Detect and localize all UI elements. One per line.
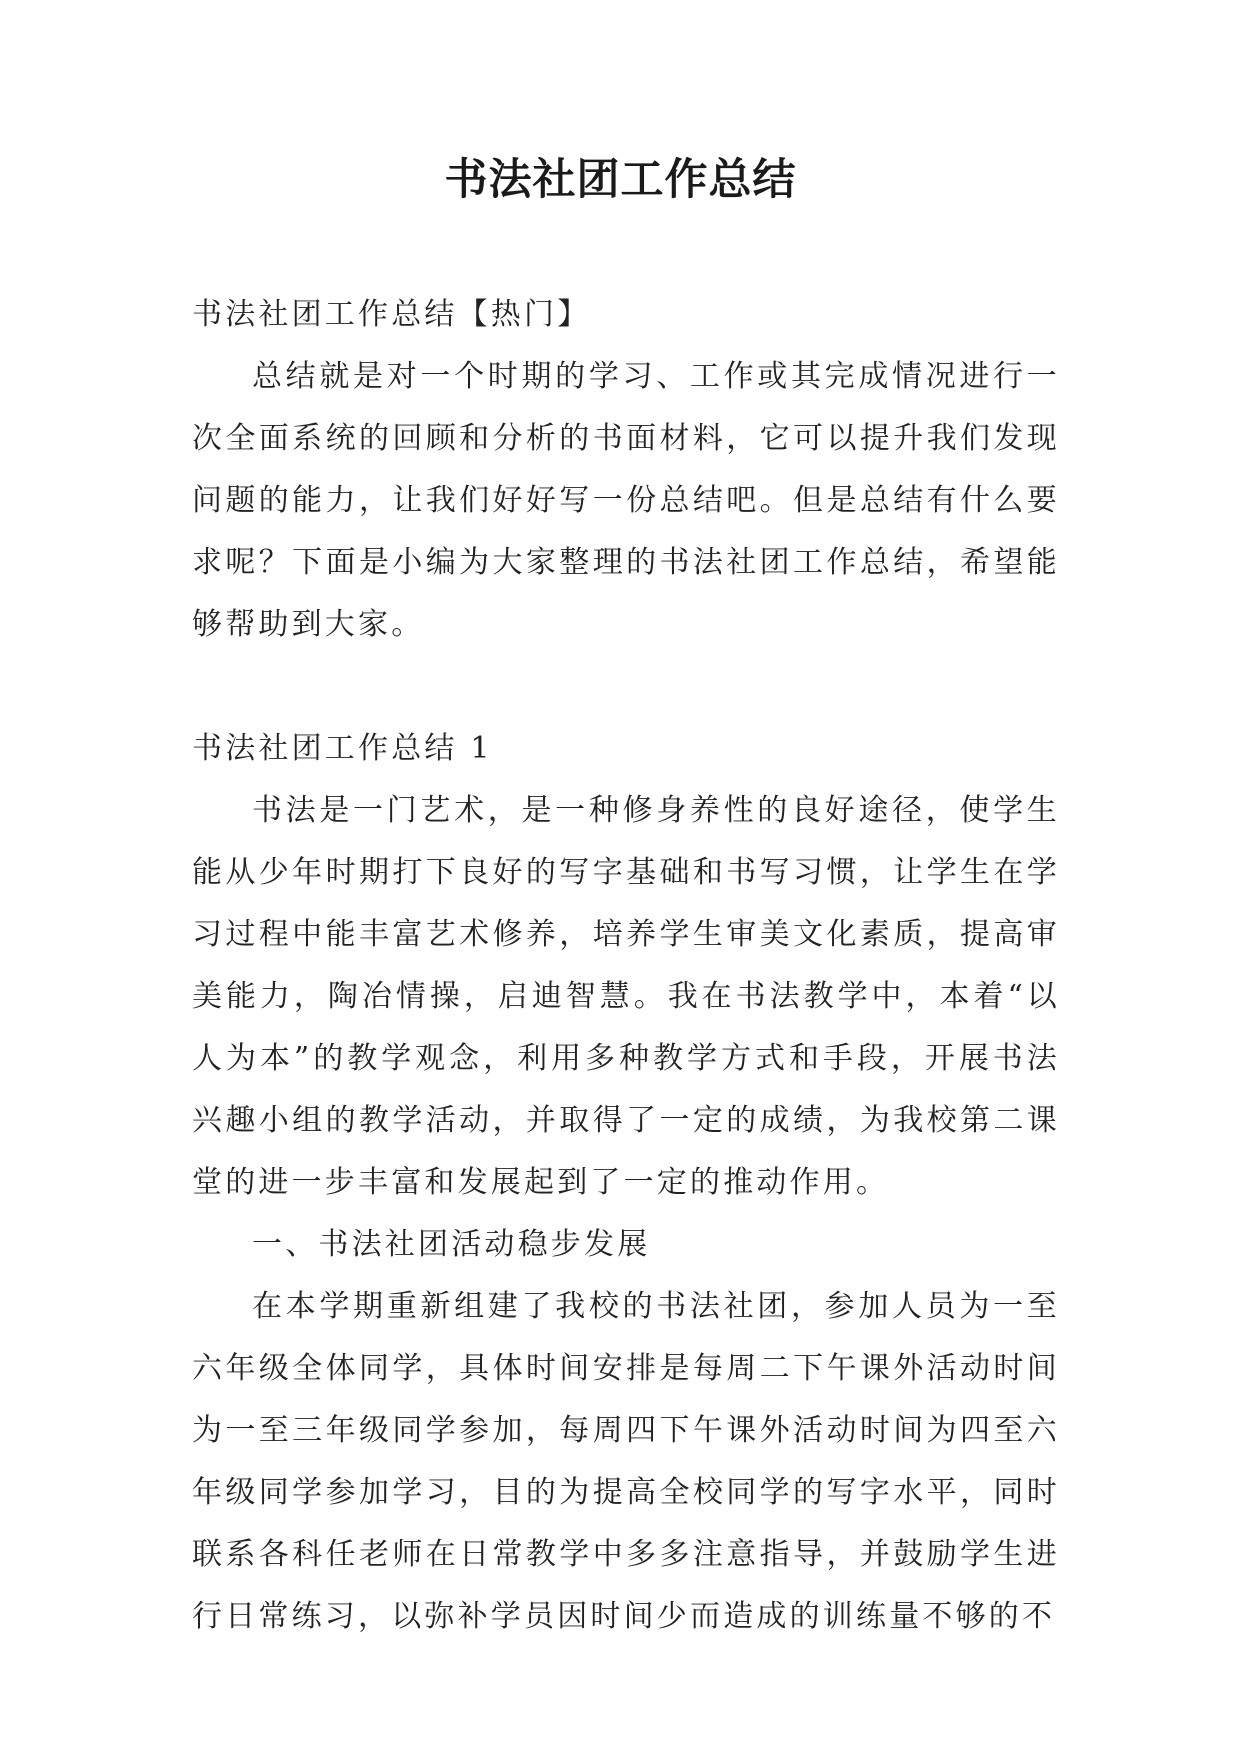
subsection-heading: 一、书法社团活动稳步发展 (252, 1227, 651, 1262)
document-body (192, 284, 1060, 1648)
intro-paragraph: 总结就是对一个时期的学习、工作或其完成情况进行一次全面系统的回顾和分析的书面材料，它可以提升我们发现问题的能力，让我们好好写一份总结吧。但是总结有什么要求呢？下面是小编为大家整理的书法社团工作总结，希望能够帮助到大家。 (192, 359, 1060, 642)
document-subtitle: 书法社团工作总结【热门】 (192, 297, 591, 332)
section-heading: 书法社团工作总结 1 (192, 731, 493, 766)
section-paragraph: 书法是一门艺术，是一种修身养性的良好途径，使学生能从少年时期打下良好的写字基础和书写习惯，让学生在学习过程中能丰富艺术修养，培养学生审美文化素质，提高审美能力，陶冶情操，启迪智慧。我在书法教学中，本着“以人为本”的教学观念，利用多种教学方式和手段，开展书法兴趣小组的教学活动，并取得了一定的成绩，为我校第二课堂的进一步丰富和发展起到了一定的推动作用。 (192, 793, 1060, 1200)
document-title: 书法社团工作总结 (444, 155, 797, 205)
section-paragraph-2: 在本学期重新组建了我校的书法社团，参加人员为一至六年级全体同学，具体时间安排是每周二下午课外活动时间为一至三年级同学参加，每周四下午课外活动时间为四至六年级同学参加学习，目的为提高全校同学的写字水平，同时联系各科任老师在日常教学中多多注意指导，并鼓励学生进行日常练习，以弥补学员因时间少而造成的训练量不够的不 (192, 1289, 1060, 1634)
paragraph-spacer (192, 656, 1060, 718)
